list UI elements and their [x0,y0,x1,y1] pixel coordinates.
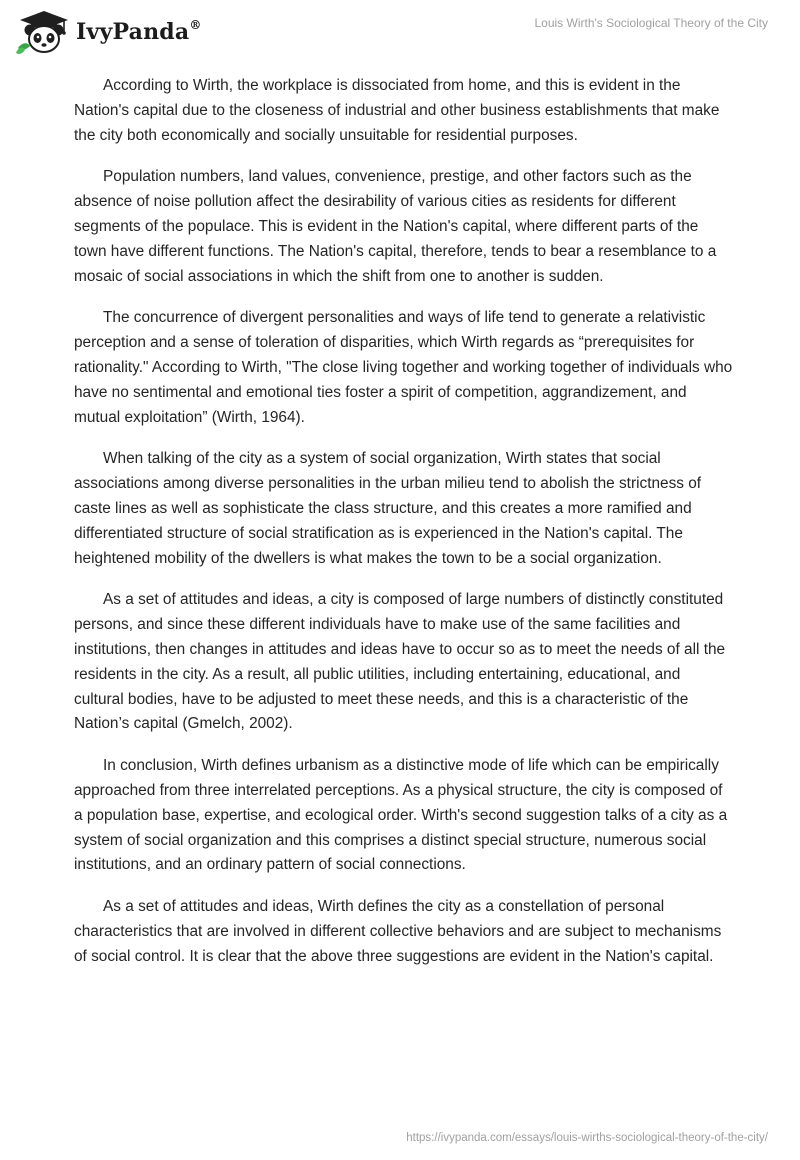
source-url-link[interactable]: https://ivypanda.com/essays/louis-wirths-sociological-theory-of-the-city/ [406,1132,768,1144]
paragraph: The concurrence of divergent personalities and ways of life tend to generate a relativistic perception and a sense of toleration of disparities, which Wirth regards as “prerequisites for rationality." According to Wirth, "The close living together and working together of individuals who have no sentimental and emotional ties foster a spirit of competition, aggrandizement, and mutual exploitation” (Wirth, 1964). [74,309,733,426]
essay-body [74,74,734,987]
page-header [0,0,800,64]
paragraph: Population numbers, land values, convenience, prestige, and other factors such as the absence of noise pollution affect the desirability of various cities as residents for different segments of the populace. This is evident in the Nation's capital, where different parts of the town have different functions. The Nation's capital, therefore, tends to bear a resemblance to a mosaic of social associations in which the shift from one to another is sudden. [74,168,717,285]
paragraph: When talking of the city as a system of social organization, Wirth states that social associations among diverse personalities in the urban milieu tend to abolish the strictness of caste lines as well as sophisticate the class structure, and this creates a more ramified and differentiated structure of social stratification as is experienced in the Nation's capital. The heightened mobility of the dwellers is what makes the town to be a social organization. [74,450,702,567]
running-title: Louis Wirth's Sociological Theory of the City [534,16,768,30]
panda-graduate-icon [14,8,72,56]
trademark-symbol: ® [189,17,202,32]
paragraph: As a set of attitudes and ideas, a city is composed of large numbers of distinctly constituted persons, and since these different individuals have to make use of the same facilities and institutions, then changes in attitudes and ideas have to occur so as to meet the needs of all the residents in the city. As a result, all public utilities, including entertaining, educational, and cultural bodies, have to be adjusted to meet these needs, and this is a characteristic of the Nation’s capital (Gmelch, 2002). [74,591,726,733]
paragraph: As a set of attitudes and ideas, Wirth defines the city as a constellation of personal characteristics that are involved in different collective behaviors and are subject to mechanisms of social control. It is clear that the above three suggestions are evident in the Nation's capital. [74,898,722,965]
paragraph: In conclusion, Wirth defines urbanism as a distinctive mode of life which can be empirically approached from three interrelated perceptions. As a physical structure, the city is composed of a population base, expertise, and ecological order. Wirth's second suggestion talks of a city as a system of social organization and this comprises a distinct special structure, numerous social institutions, and an ordinary pattern of social connections. [74,757,728,874]
brand-logo[interactable] [14,8,202,56]
paragraph: According to Wirth, the workplace is dissociated from home, and this is evident in the Nation's capital due to the closeness of industrial and other business establishments that make the city both economically and socially unsuitable for residential purposes. [74,77,720,144]
brand-name: IvyPanda® [76,17,202,45]
